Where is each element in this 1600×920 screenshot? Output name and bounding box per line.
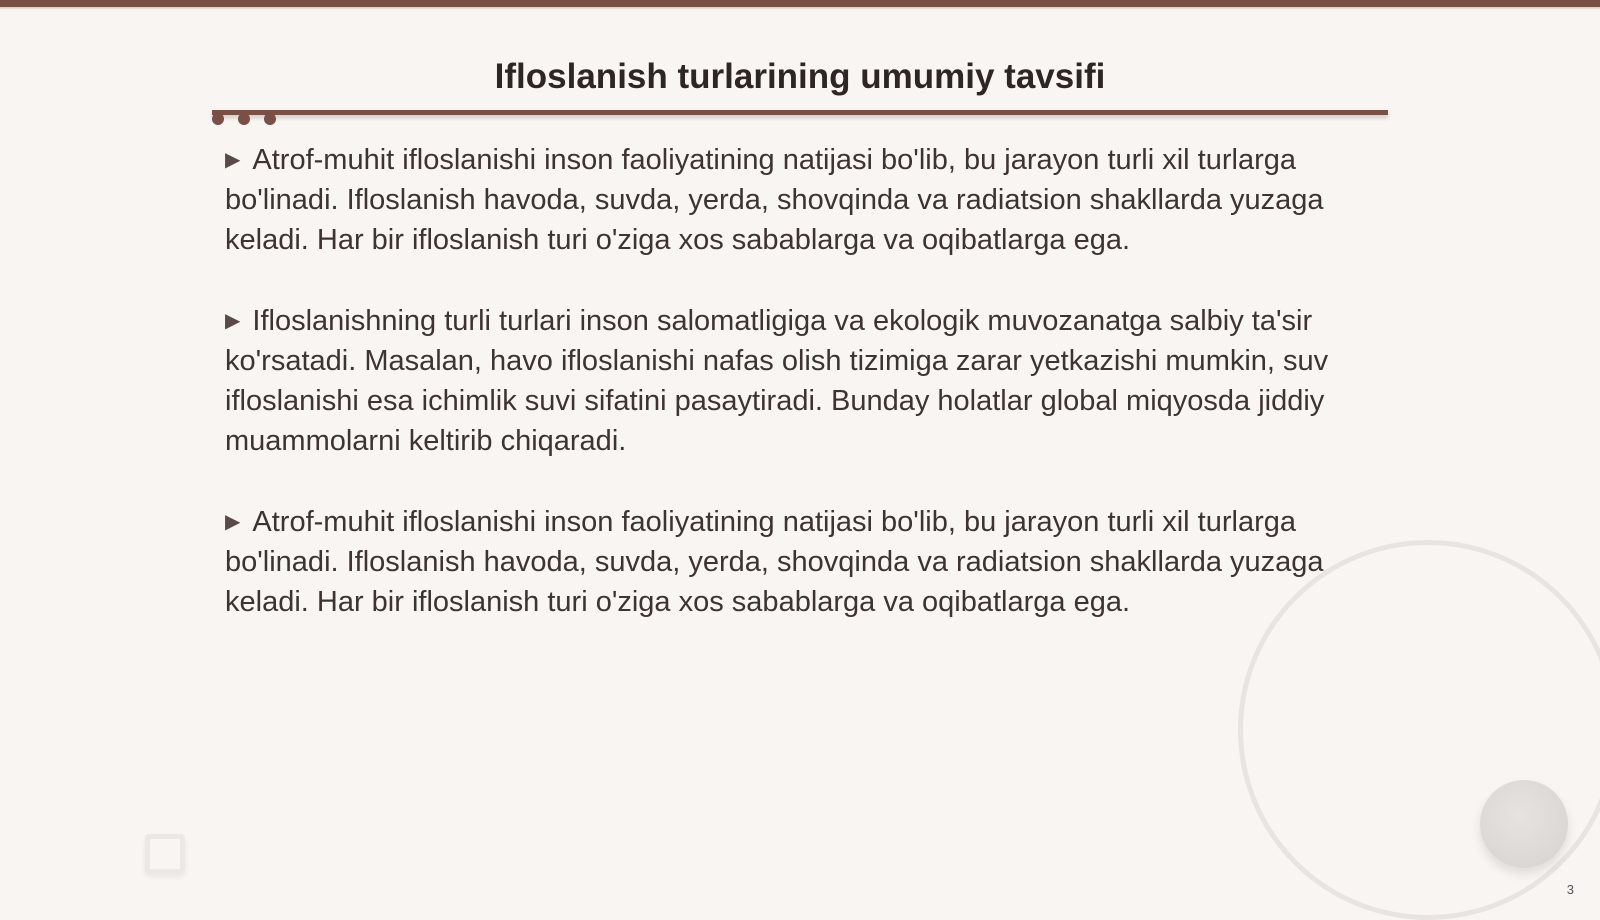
bullet-text: Ifloslanishning turli turlari inson salomatligiga va ekologik muvozanatga salbiy ta'sir ko'rsatadi. Masalan, havo ifloslanishi nafas olish tizimiga zarar yetkazishi mumkin, suv ifloslanishi esa ichimlik suvi sifatini pasaytiradi. Bunday holatlar global miqyosda jiddiy muammolarni keltirib chiqaradi.	[225, 305, 1329, 457]
underline-dot	[212, 113, 224, 125]
decorative-square	[145, 834, 185, 874]
triangle-right-icon: ▶	[225, 149, 241, 171]
bullet-text: Atrof-muhit ifloslanishi inson faoliyatining natijasi bo'lib, bu jarayon turli xil turlarga bo'linadi. Ifloslanish havoda, suvda, yerda, shovqinda va radiatsion shakllarda yuzaga keladi. Har bir ifloslanish turi o'ziga xos sabablarga va oqibatlarga ega.	[225, 144, 1324, 256]
decorative-circle	[1480, 780, 1568, 868]
page-number: 3	[1566, 882, 1574, 897]
top-accent-bar-shadow	[0, 7, 1600, 10]
bullet-text: Atrof-muhit ifloslanishi inson faoliyatining natijasi bo'lib, bu jarayon turli xil turlarga bo'linadi. Ifloslanish havoda, suvda, yerda, shovqinda va radiatsion shakllarda yuzaga keladi. Har bir ifloslanish turi o'ziga xos sabablarga va oqibatlarga ega.	[225, 506, 1324, 618]
slide-title: Ifloslanish turlarining umumiy tavsifi	[494, 57, 1106, 96]
title-underline	[212, 110, 1388, 115]
triangle-right-icon: ▶	[225, 511, 241, 533]
underline-dot	[238, 113, 250, 125]
slide-body	[225, 140, 1355, 663]
triangle-right-icon: ▶	[225, 310, 241, 332]
bullet-paragraph	[225, 301, 1355, 461]
bullet-paragraph	[225, 140, 1355, 260]
bullet-paragraph	[225, 502, 1355, 622]
top-accent-bar	[0, 0, 1600, 7]
underline-dot	[264, 113, 276, 125]
